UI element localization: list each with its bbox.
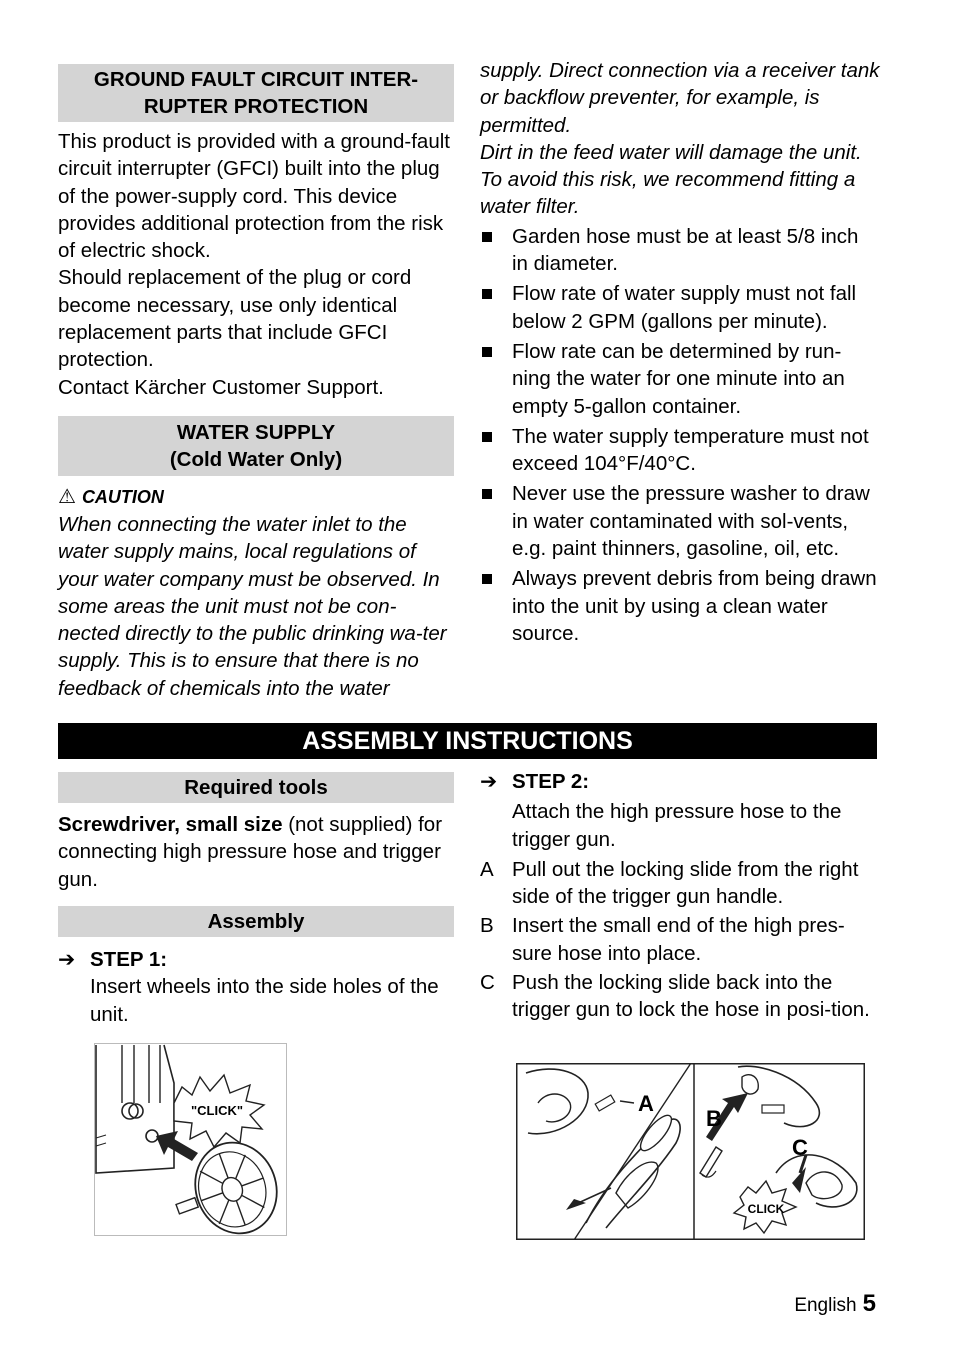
bullet-square-icon [482,347,492,357]
gfci-paragraph-1: This product is provided with a ground-fault circuit interrupter (GFCI) built into the plug of the power-supply cord. This device provides additional protection from the risk of electric shock. [58,130,450,263]
page-footer [794,1290,876,1318]
step-2 [480,768,880,853]
assembly-step1-section [58,906,454,1028]
tools-description: (not supplied) for connecting high pressure hose and trigger gun. [58,813,443,891]
bullet-item: Flow rate can be determined by run-ning the water for one minute into an empty 5-gallon container. [480,338,880,420]
substep-item: A Pull out the locking slide from the right side of the trigger gun handle. [480,857,859,909]
step-1-label: STEP 1: [90,948,168,971]
gfci-paragraph-2: Should replacement of the plug or cord become necessary, use only identical replacement parts that include GFCI protection. [58,266,412,372]
arrow-right-icon: ➔ [480,770,498,793]
caution-label [58,484,454,511]
page-number: 5 [862,1290,876,1317]
required-tools-heading: Required tools [58,772,454,803]
bullet-square-icon [482,289,492,299]
gfci-section [58,64,454,401]
caution-text-label: CAUTION [81,487,164,507]
step-1-text: Insert wheels into the side holes of the unit. [90,975,439,1026]
tools-text [58,811,454,893]
water-supply-heading-line2: (Cold Water Only) [169,448,343,471]
water-supply-heading [58,416,454,476]
water-supply-bullets [480,223,880,647]
trigger-gun-figure [516,1063,865,1240]
assembly-heading: Assembly [58,906,454,937]
tools-bold: Screwdriver, small size [58,813,283,836]
bullet-item: The water supply temperature must not exceed 104°F/40°C. [480,423,880,478]
substep-item: C Push the locking slide back into the trigger gun to lock the hose in posi-tion. [480,971,870,1022]
bullet-square-icon [482,489,492,499]
click-label-2: CLICK [747,1202,785,1216]
bullet-item: Never use the pressure washer to draw in water contaminated with sol-vents, e.g. paint thinners, gasoline, oil, etc. [480,480,880,562]
assembly-step2-section [480,768,880,1026]
bullet-square-icon [482,432,492,442]
bullet-square-icon [482,232,492,242]
bullet-item: Garden hose must be at least 5/8 inch in diameter. [480,223,880,278]
step-2-substeps [480,856,880,1024]
bullet-item: Always prevent debris from being drawn into the unit by using a clean water source. [480,565,880,647]
gfci-heading: GROUND FAULT CIRCUIT INTER-RUPTER PROTECTION [58,64,454,122]
assembly-instructions-banner: ASSEMBLY INSTRUCTIONS [58,723,877,759]
wheel-insertion-figure [94,1043,287,1236]
caution-text: When connecting the water inlet to the water supply mains, local regulations of your water company must be observed. In some areas the unit must not be con-nected directly to the public drinking wa-ter supply. This is to ensure that there is no feedback of chemicals into the water [58,513,447,700]
figure-label-a: A [638,1091,654,1116]
gfci-paragraph-3: Contact Kärcher Customer Support. [58,375,384,399]
water-supply-section [58,416,454,702]
bullet-item: Flow rate of water supply must not fall below 2 GPM (gallons per minute). [480,280,880,335]
figure-label-c: C [792,1135,808,1160]
figure-label-b: B [706,1106,722,1131]
step-1 [58,946,454,1028]
step-2-label: STEP 2: [512,770,590,793]
warning-triangle-icon: ⚠ [58,486,76,508]
arrow-right-icon: ➔ [58,948,76,971]
water-supply-continued [480,57,880,650]
tools-section [58,772,454,893]
click-label: "CLICK" [190,1103,244,1118]
water-supply-heading-line1: WATER SUPPLY [176,421,336,444]
step-2-text: Attach the high pressure hose to the trigger gun. [512,800,842,851]
substep-item: B Insert the small end of the high pres-sure hose into place. [480,914,845,965]
caution-text-continued: supply. Direct connection via a receiver tank or backflow preventer, for example, is permitted. [480,59,880,137]
footer-language: English [794,1295,857,1316]
dirt-note: Dirt in the feed water will damage the unit. To avoid this risk, we recommend fitting a water filter. [480,140,862,219]
bullet-square-icon [482,574,492,584]
